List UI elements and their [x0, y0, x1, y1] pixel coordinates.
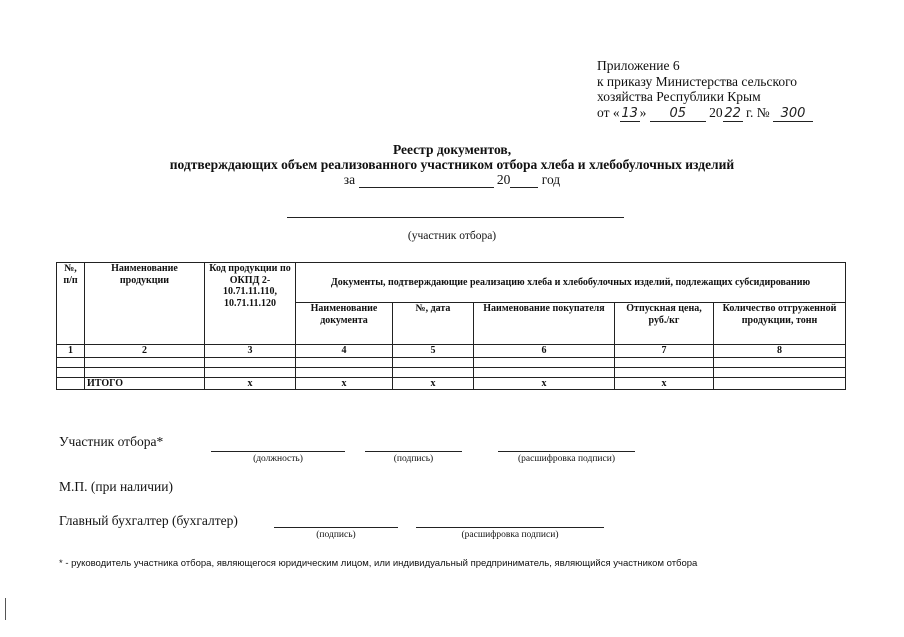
table-cell	[474, 357, 615, 367]
appendix-header	[597, 58, 813, 122]
table-cell	[205, 367, 296, 377]
table-cell	[57, 357, 85, 367]
table-cell	[615, 357, 714, 367]
footnote: * - руководитель участника отбора, являющегося юридическим лицом, или индивидуальный предприниматель, являющийся участником отбора	[59, 558, 698, 569]
col-num-5: 5	[393, 345, 474, 358]
order-date-line	[597, 105, 813, 123]
table-cell	[296, 367, 393, 377]
period-prefix: за	[343, 172, 356, 187]
total-mark: х	[296, 377, 393, 390]
total-mark: х	[393, 377, 474, 390]
col-num-1: 1	[57, 345, 85, 358]
document-title-line-1: Реестр документов,	[392, 142, 512, 157]
header-number: №, п/п	[57, 263, 85, 345]
col-num-4: 4	[296, 345, 393, 358]
period-year-blank	[510, 173, 538, 188]
table-cell	[714, 367, 846, 377]
total-row	[57, 377, 846, 390]
order-month: 05	[650, 106, 706, 123]
col-num-7: 7	[615, 345, 714, 358]
participant-caption: (участник отбора)	[407, 230, 497, 242]
register-table	[56, 262, 846, 390]
header-documents-group: Документы, подтверждающие реализацию хлеба и хлебобулочных изделий, подлежащих субсидированию	[296, 263, 846, 303]
header-buyer-name: Наименование покупателя	[474, 303, 615, 345]
table-row	[57, 367, 846, 377]
table-cell	[296, 357, 393, 367]
period-suffix: год	[541, 172, 561, 187]
decode-line	[498, 451, 635, 452]
col-num-6: 6	[474, 345, 615, 358]
acc-sign-caption: (подпись)	[316, 530, 356, 540]
header-product-code: Код продукции по ОКПД 2- 10.71.11.110, 10.71.11.120	[205, 263, 296, 345]
table-cell	[714, 377, 846, 390]
order-prefix: от «	[597, 104, 620, 120]
order-day: 13	[621, 105, 638, 121]
table-cell	[57, 377, 85, 390]
appendix-line-3: хозяйства Республики Крым	[597, 89, 761, 104]
column-numbers-row	[57, 345, 846, 358]
stamp-label: М.П. (при наличии)	[59, 479, 173, 494]
total-label: ИТОГО	[85, 377, 205, 390]
participant-signature-label: Участник отбора*	[59, 434, 164, 449]
table-cell	[393, 357, 474, 367]
header-doc-name: Наименование документа	[296, 303, 393, 345]
sign-line	[365, 451, 462, 452]
table-cell	[205, 357, 296, 367]
col-num-2: 2	[85, 345, 205, 358]
position-caption: (должность)	[253, 454, 303, 464]
sign-caption: (подпись)	[393, 454, 434, 464]
total-mark: х	[205, 377, 296, 390]
participant-line	[287, 217, 624, 218]
appendix-line-2: к приказу Министерства сельского	[597, 73, 798, 89]
table-cell	[393, 367, 474, 377]
header-price: Отпускная цена, руб./кг	[615, 303, 714, 345]
accountant-signature-label: Главный бухгалтер (бухгалтер)	[59, 513, 238, 528]
table-cell	[85, 357, 205, 367]
table-cell	[615, 367, 714, 377]
table-cell	[474, 367, 615, 377]
period-year-prefix: 20	[496, 172, 511, 187]
order-number: 300	[773, 106, 813, 123]
table-cell	[57, 367, 85, 377]
order-year-label: г. №	[745, 104, 770, 120]
acc-decode-caption: (расшифровка подписи)	[461, 530, 559, 540]
order-quote-close: »	[639, 104, 647, 120]
col-num-8: 8	[714, 345, 846, 358]
table-row	[57, 357, 846, 367]
total-mark: х	[615, 377, 714, 390]
table-cell	[714, 357, 846, 367]
position-line	[211, 451, 345, 452]
col-num-3: 3	[205, 345, 296, 358]
appendix-line-1: Приложение 6	[597, 58, 680, 73]
acc-decode-line	[416, 527, 604, 528]
header-quantity: Количество отгруженной продукции, тонн	[714, 303, 846, 345]
header-product-name: Наименование продукции	[85, 263, 205, 345]
acc-sign-line	[274, 527, 398, 528]
period-blank	[359, 173, 494, 188]
total-mark: х	[474, 377, 615, 390]
decode-caption: (расшифровка подписи)	[518, 454, 615, 464]
document-title-line-2: подтверждающих объем реализованного участником отбора хлеба и хлебобулочных изделий	[169, 157, 735, 172]
scan-mark	[5, 598, 6, 620]
header-doc-number-date: №, дата	[393, 303, 474, 345]
order-year-suffix: 22	[724, 105, 741, 121]
period-line	[0, 172, 904, 188]
table-cell	[85, 367, 205, 377]
order-year-prefix: 20	[709, 104, 723, 120]
